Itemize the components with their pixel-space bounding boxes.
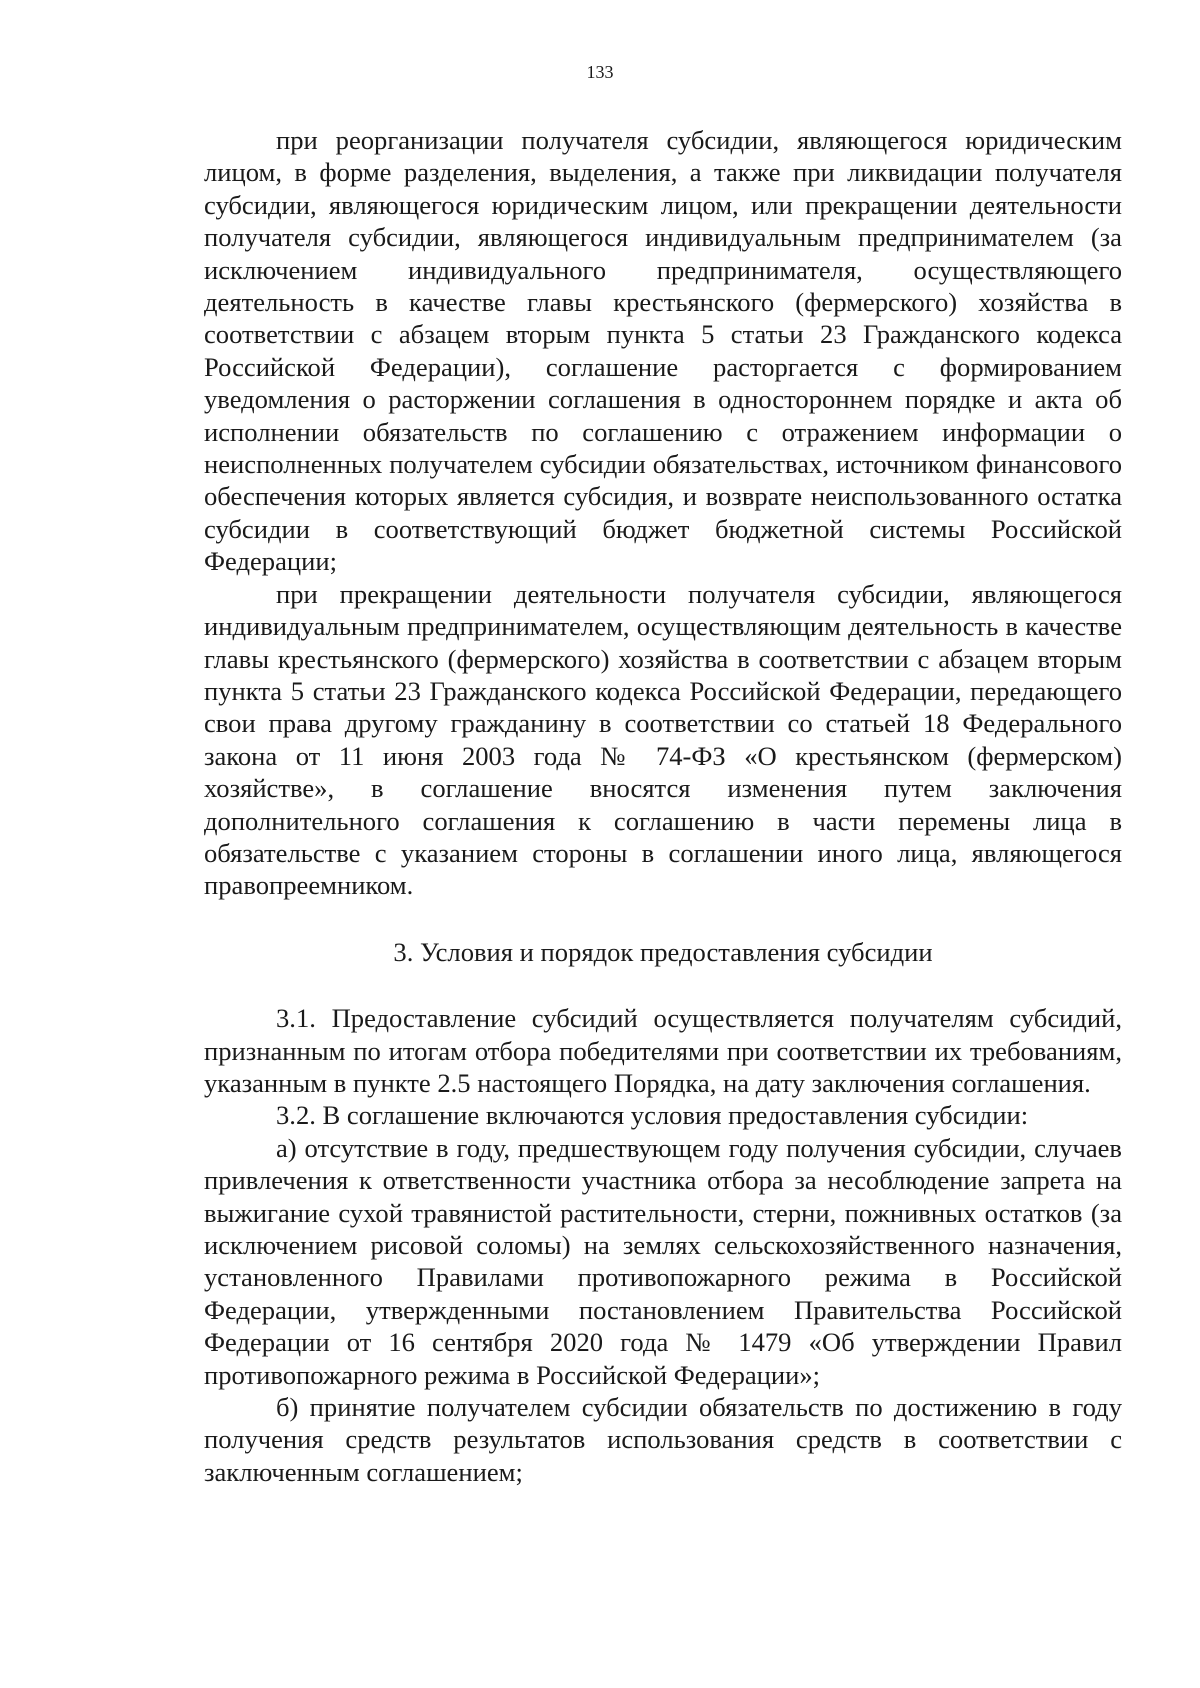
paragraph-termination: при прекращении деятельности получателя субсидии, являющегося индивидуальным предпринимателем, осуществляющим деятельность в качестве главы крестьянского (фермерского) хозяйства в соответствии с абзацем вторым пункта 5 статьи 23 Гражданского кодекса Российской Федерации, передающего свои права другому гражданину в соответствии со статьей 18 Федерального закона от 11 июня 2003 года № 74-ФЗ «О крестьянском (фермерском) хозяйстве», в соглашение вносятся изменения путем заключения дополнительного соглашения к соглашению в части перемены лица в обязательстве с указанием стороны в соглашении иного лица, являющегося правопреемником. xyxy=(204,578,1122,901)
paragraph-3-2-b: б) принятие получателем субсидии обязательств по достижению в году получения средств результатов использования средств в соответствии с заключенным соглашением; xyxy=(204,1392,1122,1487)
paragraph-3-1: 3.1. Предоставление субсидий осуществляется получателям субсидий, признанным по итогам отбора победителями при соответствии их требованиям, указанным в пункте 2.5 настоящего Порядка, на дату заключения соглашения. xyxy=(204,1003,1122,1098)
paragraph-reorganization: при реорганизации получателя субсидии, являющегося юридическим лицом, в форме разделения, выделения, а также при ликвидации получателя субсидии, являющегося юридическим лицом, или прекращении деятельности получателя субсидии, являющегося индивидуальным предпринимателем (за исключением индивидуального предпринимателя, осуществляющего деятельность в качестве главы крестьянского (фермерского) хозяйства в соответствии с абзацем вторым пункта 5 статьи 23 Гражданского кодекса Российской Федерации), соглашение расторгается с формированием уведомления о расторжении соглашения в одностороннем порядке и акта об исполнении обязательств по соглашению с отражением информации о неисполненных получателем субсидии обязательствах, источником финансового обеспечения которых является субсидия, и возврате неиспользованного остатка субсидии в соответствующий бюджет бюджетной системы Российской Федерации; xyxy=(204,125,1122,577)
section-heading: 3. Условия и порядок предоставления субсидии xyxy=(393,936,933,967)
paragraph-3-2: 3.2. В соглашение включаются условия предоставления субсидии: xyxy=(276,1100,1029,1131)
paragraph-3-2-a: а) отсутствие в году, предшествующем году получения субсидии, случаев привлечения к ответственности участника отбора за несоблюдение запрета на выжигание сухой травянистой растительности, стерни, пожнивных остатков (за исключением рисовой соломы) на землях сельскохозяйственного назначения, установленного Правилами противопожарного режима в Российской Федерации, утвержденными постановлением Правительства Российской Федерации от 16 сентября 2020 года № 1479 «Об утверждении Правил противопожарного режима в Российской Федерации»; xyxy=(204,1132,1122,1390)
document-body xyxy=(204,124,1122,1488)
page-number: 133 xyxy=(586,62,614,82)
